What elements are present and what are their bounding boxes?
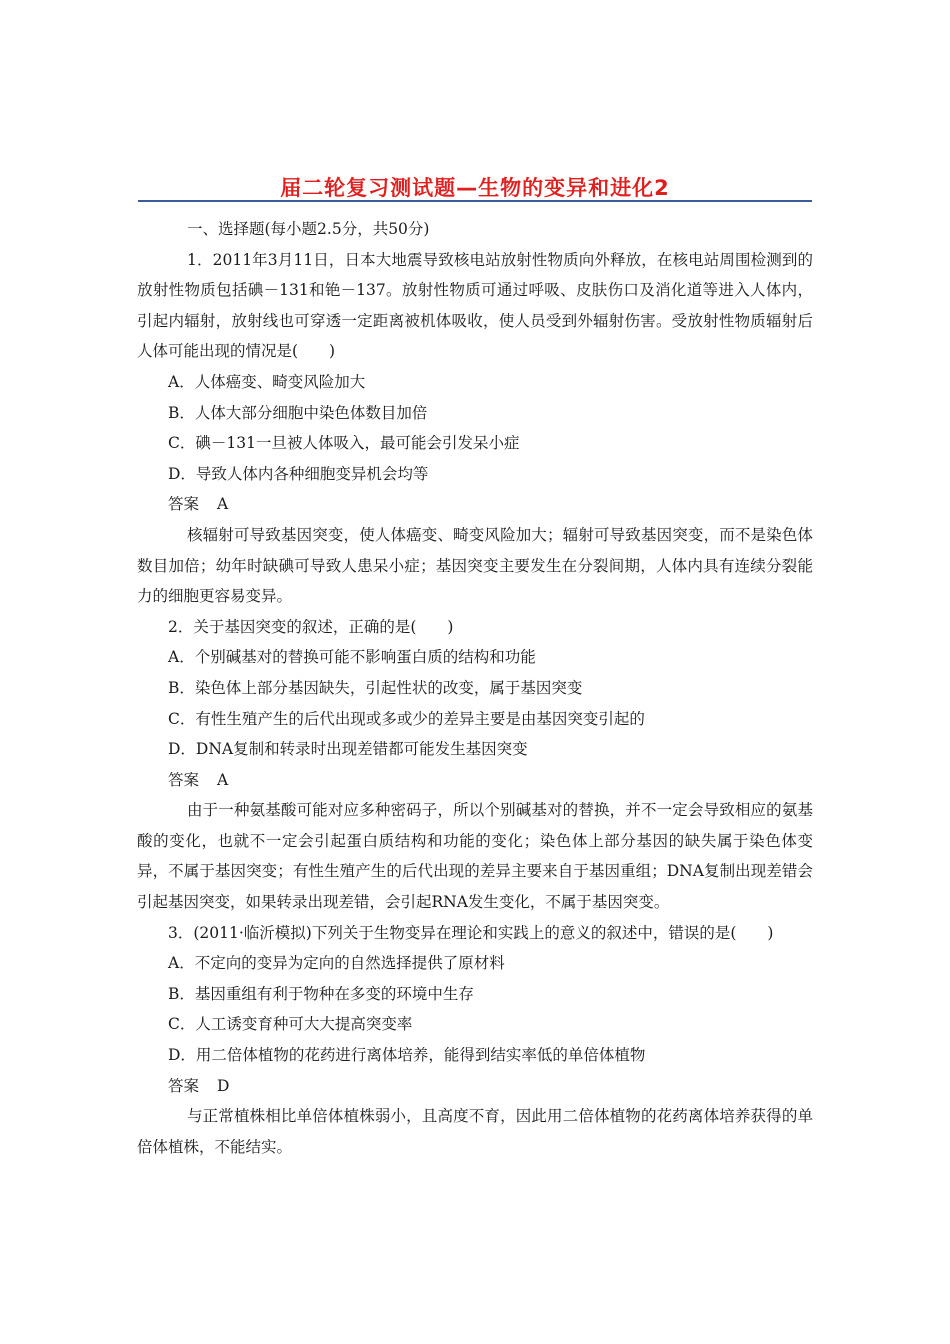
answer-value: D xyxy=(217,1076,230,1095)
question-1-option-b: B．人体大部分细胞中染色体数目加倍 xyxy=(168,403,428,422)
question-1-answer xyxy=(137,489,813,520)
title-underline xyxy=(138,200,812,202)
question-3-option-a: A．不定向的变异为定向的自然选择提供了原材料 xyxy=(168,954,505,973)
question-1-explanation: 核辐射可导致基因突变，使人体癌变、畸变风险加大；辐射可导致基因突变，而不是染色体数目加倍；幼年时缺碘可导致人患呆小症；基因突变主要发生在分裂间期，人体内具有连续分裂能力的细胞更容易变异。 xyxy=(137,525,813,606)
answer-label: 答案 xyxy=(168,770,200,789)
question-3-answer xyxy=(137,1071,813,1102)
answer-label: 答案 xyxy=(168,495,200,514)
answer-label: 答案 xyxy=(168,1076,200,1095)
question-2-stem: 2．关于基因突变的叙述，正确的是( ) xyxy=(168,617,454,636)
question-3-option-b: B．基因重组有利于物种在多变的环境中生存 xyxy=(168,984,474,1003)
question-1-option-c: C．碘－131一旦被人体吸入，最可能会引发呆小症 xyxy=(168,434,520,453)
document-body xyxy=(137,214,813,1162)
answer-value: A xyxy=(217,770,229,789)
question-3-stem: 3．(2011·临沂模拟)下列关于生物变异在理论和实践上的意义的叙述中，错误的是( ) xyxy=(168,923,774,942)
question-1-option-a: A．人体癌变、畸变风险加大 xyxy=(168,372,366,391)
answer-value: A xyxy=(217,495,229,514)
question-1-stem: 1．2011年3月11日，日本大地震导致核电站放射性物质向外释放，在核电站周围检测到的放射性物质包括碘－131和铯－137。放射性物质可通过呼吸、皮肤伤口及消化道等进入人体内，引起内辐射，放射线也可穿透一定距离被机体吸收，使人员受到外辐射伤害。受放射性物质辐射后人体可能出现的情况是( ) xyxy=(137,250,813,361)
question-2-option-d: D．DNA复制和转录时出现差错都可能发生基因突变 xyxy=(168,740,528,759)
question-2-option-a: A．个别碱基对的替换可能不影响蛋白质的结构和功能 xyxy=(168,648,536,667)
question-3-option-d: D．用二倍体植物的花药进行离体培养，能得到结实率低的单倍体植物 xyxy=(168,1046,646,1065)
question-2-option-c: C．有性生殖产生的后代出现或多或少的差异主要是由基因突变引起的 xyxy=(168,709,645,728)
section-header: 一、选择题(每小题2.5分，共50分) xyxy=(187,220,430,238)
question-2-explanation: 由于一种氨基酸可能对应多种密码子，所以个别碱基对的替换，并不一定会导致相应的氨基酸的变化，也就不一定会引起蛋白质结构和功能的变化；染色体上部分基因的缺失属于染色体变异，不属于基因突变；有性生殖产生的后代出现的差异主要来自于基因重组；DNA复制出现差错会引起基因突变，如果转录出现差错，会引起RNA发生变化，不属于基因突变。 xyxy=(137,801,813,912)
question-1-option-d: D．导致人体内各种细胞变异机会均等 xyxy=(168,464,429,483)
question-3-option-c: C．人工诱变育种可大大提高突变率 xyxy=(168,1015,413,1034)
question-3-explanation: 与正常植株相比单倍体植株弱小，且高度不育，因此用二倍体植物的花药离体培养获得的单倍体植株，不能结实。 xyxy=(137,1107,813,1156)
question-2-answer xyxy=(137,765,813,796)
document-title: 届二轮复习测试题—生物的变异和进化2 xyxy=(280,176,670,200)
question-2-option-b: B．染色体上部分基因缺失，引起性状的改变，属于基因突变 xyxy=(168,678,583,697)
